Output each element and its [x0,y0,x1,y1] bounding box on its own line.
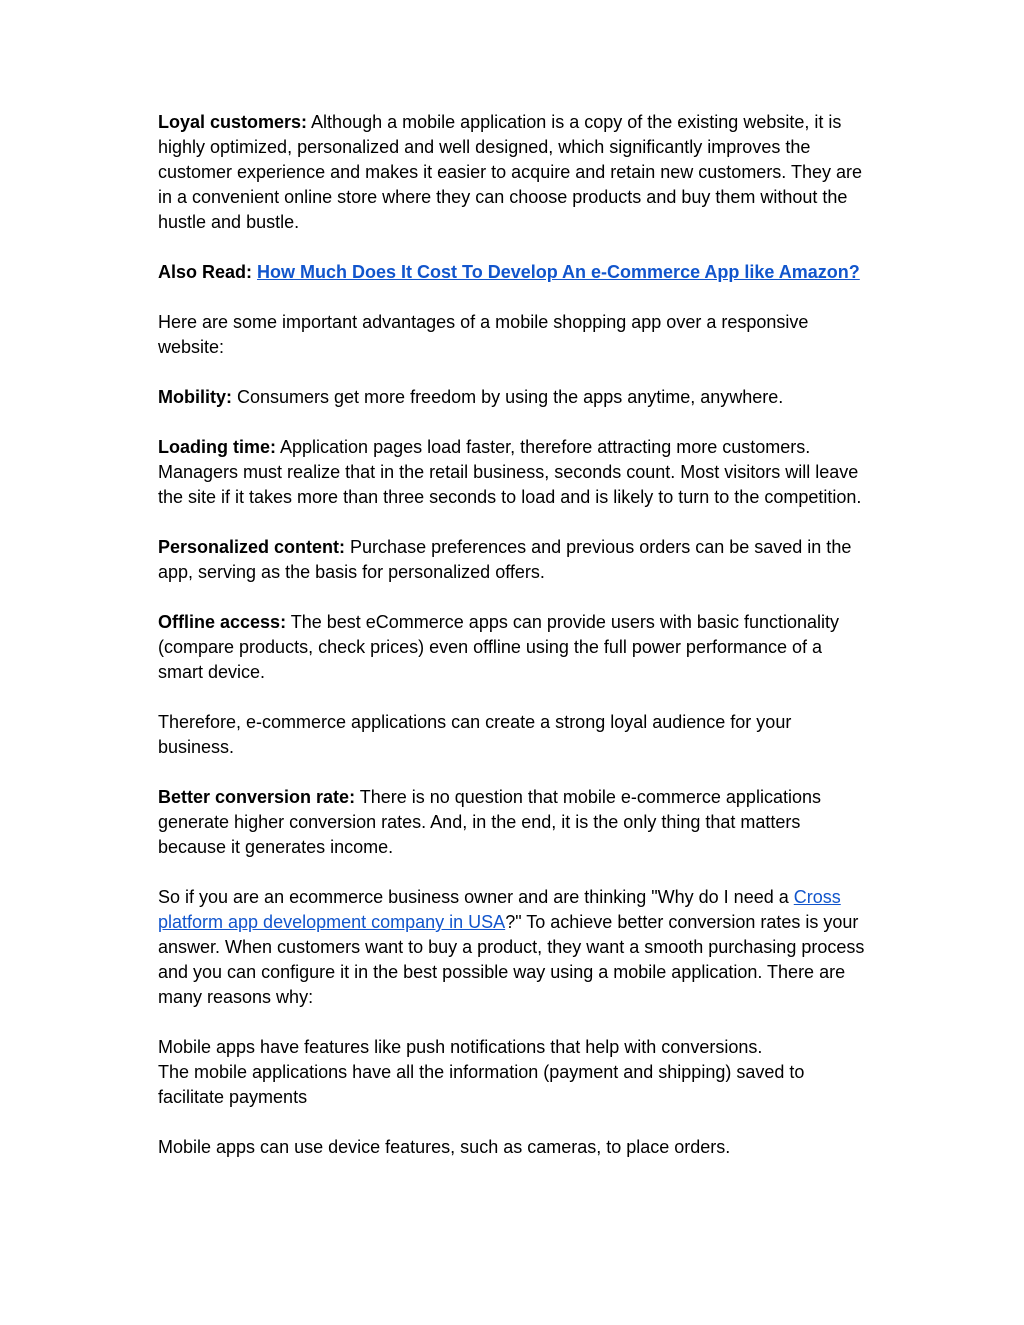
reason-device-features: Mobile apps can use device features, such as cameras, to place orders. [158,1137,731,1157]
offline-access-text: The best eCommerce apps can provide users with basic functionality (compare products, check prices) even offline using the full power performance of a smart device. [158,612,839,682]
mobility-heading: Mobility: [158,387,232,407]
loading-time-paragraph [158,435,870,510]
offline-access-paragraph [158,610,870,685]
mobility-text: Consumers get more freedom by using the apps anytime, anywhere. [232,387,784,407]
therefore-paragraph: Therefore, e-commerce applications can create a strong loyal audience for your business. [158,712,792,757]
cross-platform-link[interactable]: Cross platform app development company in USA [158,887,841,932]
personalized-content-text: Purchase preferences and previous orders can be saved in the app, serving as the basis for personalized offers. [158,537,852,582]
better-conversion-heading: Better conversion rate: [158,787,356,807]
reason-push-notifications: Mobile apps have features like push notifications that help with conversions. [158,1037,763,1057]
so-if-paragraph [158,885,870,1010]
loyal-customers-text: Although a mobile application is a copy of the existing website, it is highly optimized, personalized and well designed, which significantly improves the customer experience and makes it easier to acquire and retain new customers. They are in a convenient online store where they can choose products and buy them without the hustle and bustle. [158,112,863,232]
also-read-label: Also Read: [158,262,258,282]
reason-saved-information: The mobile applications have all the information (payment and shipping) saved to facilitate payments [158,1062,805,1107]
loading-time-text: Application pages load faster, therefore attracting more customers. Managers must realize that in the retail business, seconds count. Most visitors will leave the site if it takes more than three seconds to load and is likely to turn to the competition. [158,437,862,507]
loyal-customers-heading: Loyal customers: [158,112,308,132]
also-read-link[interactable]: How Much Does It Cost To Develop An e-Commerce App like Amazon? [257,262,860,282]
better-conversion-text: There is no question that mobile e-commerce applications generate higher conversion rates. And, in the end, it is the only thing that matters because it generates income. [158,787,821,857]
loyal-customers-paragraph [158,110,870,235]
so-if-text-before: So if you are an ecommerce business owner and are thinking "Why do I need a [158,887,794,907]
advantages-intro-paragraph: Here are some important advantages of a mobile shopping app over a responsive website: [158,312,809,357]
document-page [158,110,870,1185]
personalized-content-heading: Personalized content: [158,537,346,557]
also-read-paragraph [158,260,870,285]
better-conversion-paragraph [158,785,870,860]
mobility-paragraph [158,385,870,410]
so-if-text-after: ?" To achieve better conversion rates is your answer. When customers want to buy a product, they want a smooth purchasing process and you can configure it in the best possible way using a mobile application. There are many reasons why: [158,912,865,1007]
personalized-content-paragraph [158,535,870,585]
offline-access-heading: Offline access: [158,612,287,632]
loading-time-heading: Loading time: [158,437,276,457]
